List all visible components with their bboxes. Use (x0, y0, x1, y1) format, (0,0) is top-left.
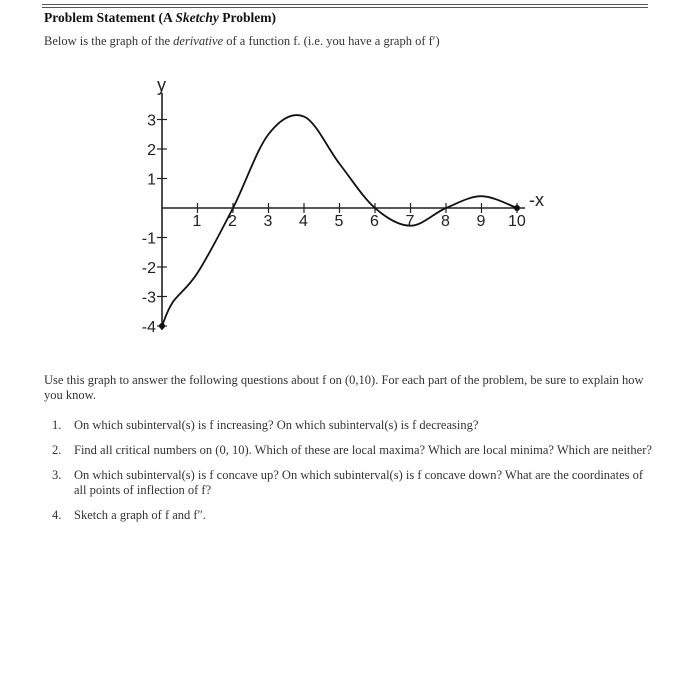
curve-end-point (514, 205, 520, 211)
y-axis-label: y (157, 74, 166, 95)
x-tick-label: 6 (370, 213, 379, 230)
x-tick-label: 9 (476, 213, 486, 230)
y-tick-label: -4 (141, 319, 156, 336)
question-item: 4. Sketch a graph of f and f″. (52, 508, 206, 522)
x-tick-label: 4 (299, 213, 308, 230)
instructions-paragraph: Use this graph to answer the following questions about f on (0,10). For each part of the problem, be sure to explain how you know. (44, 373, 644, 402)
x-tick-label: 10 (508, 213, 526, 230)
x-tick-label: 5 (334, 213, 344, 230)
x-tick-label: 3 (263, 213, 273, 230)
x-tick-label: 7 (405, 213, 415, 230)
y-tick-label: 3 (147, 112, 156, 130)
derivative-graph (130, 68, 590, 348)
curve-start-point (159, 323, 165, 329)
question-list (52, 418, 652, 533)
x-axis-label: -x (529, 190, 544, 210)
y-tick-label: -3 (141, 289, 156, 307)
question-item: 1. On which subinterval(s) is f increasing? On which subinterval(s) is f decreasing? (52, 418, 479, 432)
ticks (142, 113, 526, 337)
y-tick-label: -1 (141, 230, 156, 248)
problem-title: Problem Statement (A Sketchy Problem) (44, 10, 276, 25)
question-item: 2. Find all critical numbers on (0, 10). Which of these are local maxima? Which are local minima? Which are neither? (52, 443, 652, 457)
question-item: 3. On which subinterval(s) is f concave up? On which subinterval(s) is f concave down? What are the coordinates of all points of inflection of f? (52, 468, 644, 497)
y-tick-label: -2 (141, 260, 156, 277)
x-tick-label: 8 (441, 213, 450, 230)
y-tick-label: 1 (147, 171, 156, 189)
header-rule-bottom (42, 7, 648, 8)
intro-text: Below is the graph of the derivative of a function f. (i.e. you have a graph of f′) (44, 34, 440, 48)
axes (157, 75, 544, 330)
x-tick-label: 1 (192, 213, 202, 230)
y-tick-label: 2 (147, 142, 156, 159)
x-tick-label: 2 (228, 213, 237, 230)
header-rule-top (42, 4, 648, 5)
